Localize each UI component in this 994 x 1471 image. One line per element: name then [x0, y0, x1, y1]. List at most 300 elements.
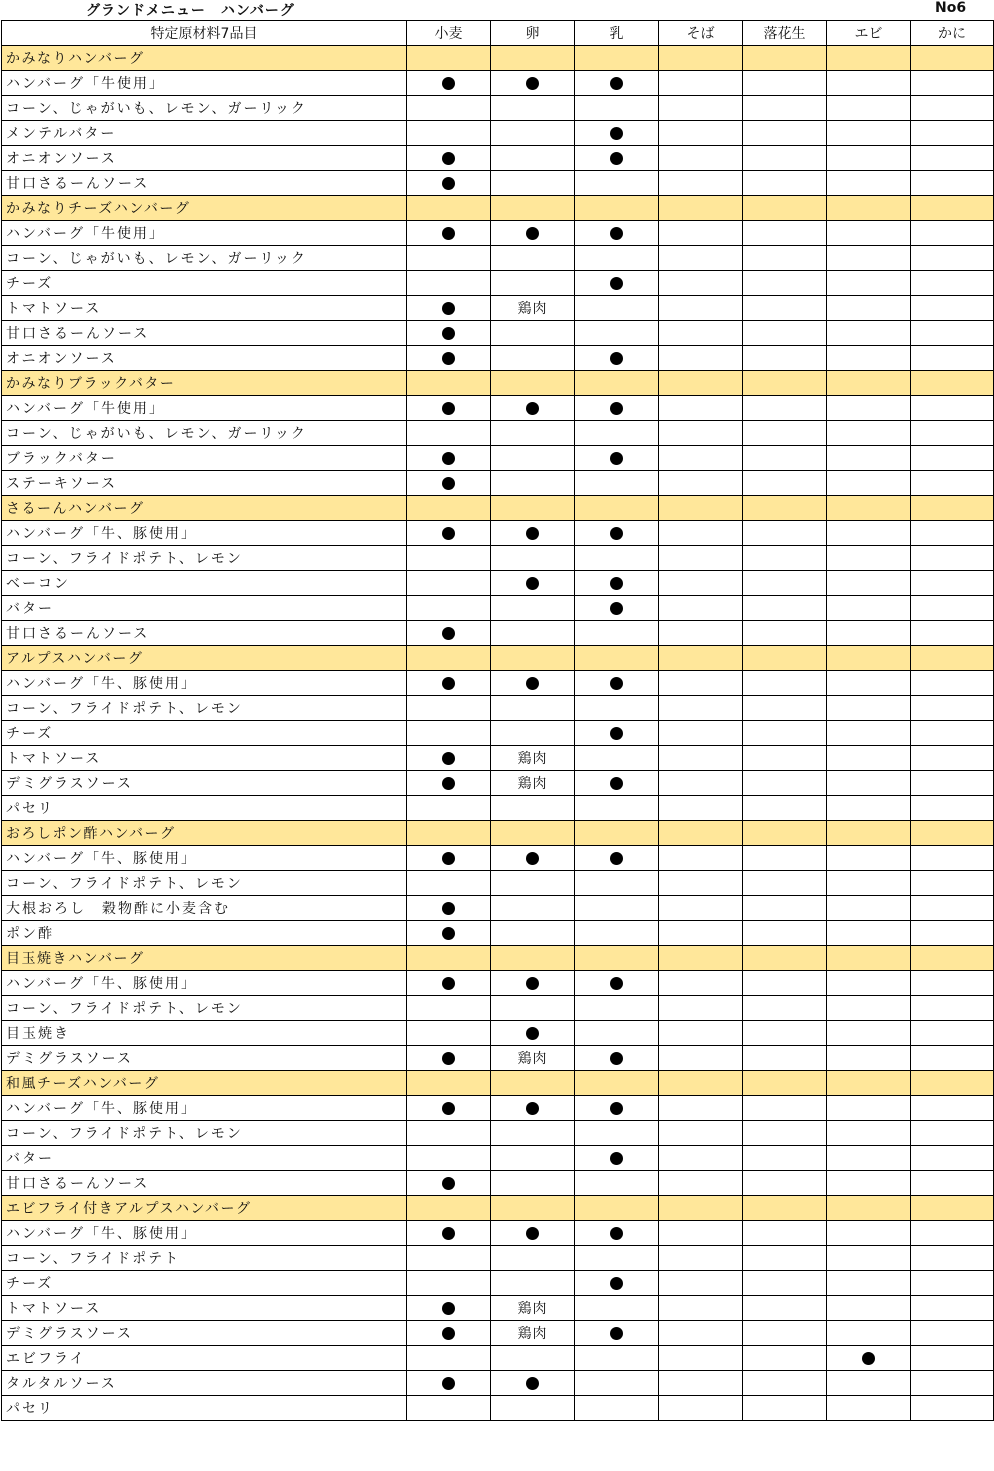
allergen-cell-egg: [491, 971, 575, 996]
allergen-cell-wheat: [407, 1321, 491, 1346]
allergen-cell-crab: [911, 46, 994, 71]
allergen-cell-peanut: [743, 471, 827, 496]
allergen-cell-milk: [575, 796, 659, 821]
contains-mark-icon: [610, 127, 623, 140]
allergen-cell-buckwheat: [659, 1346, 743, 1371]
allergen-cell-egg: [491, 921, 575, 946]
ingredient-name: ハンバーグ「牛使用」: [2, 396, 407, 421]
ingredient-row: [2, 1221, 994, 1246]
ingredient-row: [2, 1146, 994, 1171]
allergen-cell-milk: [575, 971, 659, 996]
ingredient-row: [2, 296, 994, 321]
allergen-cell-crab: [911, 571, 994, 596]
allergen-cell-shrimp: [827, 1221, 911, 1246]
allergen-cell-milk: [575, 1346, 659, 1371]
allergen-cell-wheat: [407, 521, 491, 546]
ingredient-row: [2, 921, 994, 946]
ingredient-row: [2, 546, 994, 571]
allergen-cell-buckwheat: [659, 596, 743, 621]
allergen-cell-wheat: [407, 446, 491, 471]
allergen-cell-egg: [491, 271, 575, 296]
contains-mark-icon: [442, 1227, 455, 1240]
allergen-cell-shrimp: [827, 646, 911, 671]
allergen-cell-egg: [491, 221, 575, 246]
allergen-cell-egg: [491, 71, 575, 96]
ingredient-name: ハンバーグ「牛、豚使用」: [2, 671, 407, 696]
allergen-cell-egg: [491, 171, 575, 196]
allergen-cell-peanut: [743, 1196, 827, 1221]
allergen-cell-egg: [491, 1146, 575, 1171]
allergen-cell-shrimp: [827, 796, 911, 821]
allergen-cell-buckwheat: [659, 1396, 743, 1421]
allergen-cell-buckwheat: [659, 1371, 743, 1396]
allergen-cell-shrimp: [827, 96, 911, 121]
allergen-cell-wheat: [407, 1246, 491, 1271]
contains-mark-icon: [610, 852, 623, 865]
allergen-cell-shrimp: [827, 771, 911, 796]
ingredient-name: トマトソース: [2, 746, 407, 771]
ingredient-name: 大根おろし 穀物酢に小麦含む: [2, 896, 407, 921]
allergen-cell-buckwheat: [659, 1196, 743, 1221]
ingredient-row: [2, 996, 994, 1021]
allergen-cell-egg: [491, 546, 575, 571]
allergen-cell-wheat: [407, 621, 491, 646]
allergen-cell-crab: [911, 546, 994, 571]
contains-mark-icon: [610, 527, 623, 540]
ingredient-row: [2, 271, 994, 296]
ingredient-row: [2, 1096, 994, 1121]
menu-category-row: [2, 821, 994, 846]
allergen-cell-peanut: [743, 1096, 827, 1121]
allergen-cell-shrimp: [827, 346, 911, 371]
allergen-cell-crab: [911, 796, 994, 821]
allergen-cell-crab: [911, 1271, 994, 1296]
allergen-cell-peanut: [743, 146, 827, 171]
ingredient-name: トマトソース: [2, 1296, 407, 1321]
allergen-cell-crab: [911, 1196, 994, 1221]
ingredient-row: [2, 471, 994, 496]
contains-mark-icon: [442, 852, 455, 865]
allergen-cell-shrimp: [827, 196, 911, 221]
allergen-cell-buckwheat: [659, 496, 743, 521]
allergen-cell-egg: [491, 471, 575, 496]
allergen-cell-milk: [575, 771, 659, 796]
allergen-cell-egg: [491, 746, 575, 771]
contains-mark-icon: [526, 852, 539, 865]
allergen-cell-peanut: [743, 971, 827, 996]
contains-mark-icon: [526, 1027, 539, 1040]
allergen-cell-crab: [911, 1021, 994, 1046]
menu-category-row: [2, 1196, 994, 1221]
allergen-cell-crab: [911, 446, 994, 471]
allergen-cell-peanut: [743, 346, 827, 371]
allergen-cell-buckwheat: [659, 1171, 743, 1196]
allergen-cell-egg: [491, 1121, 575, 1146]
allergen-cell-shrimp: [827, 1271, 911, 1296]
allergen-cell-crab: [911, 871, 994, 896]
allergen-cell-peanut: [743, 846, 827, 871]
allergen-cell-peanut: [743, 696, 827, 721]
allergen-cell-shrimp: [827, 1171, 911, 1196]
allergen-cell-shrimp: [827, 421, 911, 446]
ingredient-row: [2, 121, 994, 146]
contains-mark-icon: [442, 302, 455, 315]
allergen-cell-wheat: [407, 171, 491, 196]
ingredient-row: [2, 96, 994, 121]
allergen-cell-wheat: [407, 546, 491, 571]
allergen-cell-shrimp: [827, 371, 911, 396]
allergen-cell-egg: [491, 1371, 575, 1396]
allergen-cell-milk: [575, 1121, 659, 1146]
ingredient-row: [2, 1371, 994, 1396]
contains-mark-icon: [442, 352, 455, 365]
allergen-cell-egg: [491, 96, 575, 121]
allergen-cell-crab: [911, 296, 994, 321]
allergen-cell-shrimp: [827, 571, 911, 596]
ingredient-name: ハンバーグ「牛、豚使用」: [2, 521, 407, 546]
allergen-cell-shrimp: [827, 121, 911, 146]
allergen-cell-milk: [575, 596, 659, 621]
allergen-cell-peanut: [743, 771, 827, 796]
ingredient-row: [2, 171, 994, 196]
allergen-cell-buckwheat: [659, 671, 743, 696]
allergen-cell-crab: [911, 1096, 994, 1121]
ingredient-name: ハンバーグ「牛、豚使用」: [2, 971, 407, 996]
allergen-cell-crab: [911, 821, 994, 846]
allergen-cell-buckwheat: [659, 321, 743, 346]
allergen-cell-wheat: [407, 1221, 491, 1246]
allergen-cell-shrimp: [827, 146, 911, 171]
allergen-cell-buckwheat: [659, 746, 743, 771]
contains-mark-icon: [610, 402, 623, 415]
allergen-table: [1, 20, 994, 1421]
ingredient-name: 目玉焼き: [2, 1021, 407, 1046]
allergen-cell-buckwheat: [659, 421, 743, 446]
allergen-cell-buckwheat: [659, 371, 743, 396]
allergen-cell-buckwheat: [659, 1046, 743, 1071]
allergen-cell-milk: [575, 1296, 659, 1321]
allergen-cell-crab: [911, 1371, 994, 1396]
allergen-cell-crab: [911, 921, 994, 946]
allergen-cell-wheat: [407, 71, 491, 96]
allergen-cell-crab: [911, 1221, 994, 1246]
allergen-cell-shrimp: [827, 1371, 911, 1396]
column-header-allergen-list: 特定原材料7品目: [2, 21, 407, 46]
allergen-cell-buckwheat: [659, 996, 743, 1021]
allergen-cell-milk: [575, 1171, 659, 1196]
allergen-cell-wheat: [407, 321, 491, 346]
allergen-cell-crab: [911, 271, 994, 296]
allergen-cell-peanut: [743, 421, 827, 446]
allergen-cell-milk: [575, 371, 659, 396]
allergen-cell-peanut: [743, 1371, 827, 1396]
ingredient-row: [2, 796, 994, 821]
contains-mark-icon: [442, 1177, 455, 1190]
allergen-cell-egg: [491, 521, 575, 546]
allergen-cell-shrimp: [827, 746, 911, 771]
allergen-cell-buckwheat: [659, 821, 743, 846]
allergen-cell-egg: [491, 496, 575, 521]
allergen-cell-peanut: [743, 1271, 827, 1296]
ingredient-name: パセリ: [2, 796, 407, 821]
allergen-cell-shrimp: [827, 396, 911, 421]
allergen-cell-wheat: [407, 971, 491, 996]
allergen-cell-buckwheat: [659, 1021, 743, 1046]
contains-mark-icon: [526, 977, 539, 990]
menu-category-row: [2, 371, 994, 396]
allergen-cell-shrimp: [827, 46, 911, 71]
allergen-cell-milk: [575, 171, 659, 196]
ingredient-name: ブラックバター: [2, 446, 407, 471]
allergen-cell-peanut: [743, 1221, 827, 1246]
ingredient-name: コーン、じゃがいも、レモン、ガーリック: [2, 246, 407, 271]
allergen-cell-milk: [575, 71, 659, 96]
contains-mark-icon: [526, 527, 539, 540]
allergen-cell-milk: [575, 921, 659, 946]
allergen-cell-shrimp: [827, 821, 911, 846]
allergen-cell-egg: [491, 396, 575, 421]
contains-mark-icon: [442, 402, 455, 415]
contains-mark-icon: [610, 727, 623, 740]
allergen-cell-egg: [491, 771, 575, 796]
allergen-note: 鶏肉: [517, 1301, 548, 1317]
contains-mark-icon: [610, 352, 623, 365]
allergen-cell-wheat: [407, 346, 491, 371]
column-header-milk: 乳: [575, 21, 659, 46]
allergen-cell-egg: [491, 696, 575, 721]
allergen-cell-wheat: [407, 921, 491, 946]
allergen-cell-shrimp: [827, 1246, 911, 1271]
allergen-cell-shrimp: [827, 1121, 911, 1146]
allergen-cell-crab: [911, 996, 994, 1021]
allergen-cell-shrimp: [827, 946, 911, 971]
contains-mark-icon: [442, 677, 455, 690]
allergen-cell-peanut: [743, 46, 827, 71]
allergen-cell-milk: [575, 646, 659, 671]
allergen-cell-egg: [491, 121, 575, 146]
allergen-cell-crab: [911, 1146, 994, 1171]
contains-mark-icon: [442, 1327, 455, 1340]
ingredient-name: タルタルソース: [2, 1371, 407, 1396]
allergen-cell-buckwheat: [659, 871, 743, 896]
ingredient-name: 甘口さるーんソース: [2, 1171, 407, 1196]
allergen-cell-egg: [491, 146, 575, 171]
allergen-cell-wheat: [407, 721, 491, 746]
allergen-cell-wheat: [407, 671, 491, 696]
allergen-cell-peanut: [743, 71, 827, 96]
allergen-cell-egg: [491, 896, 575, 921]
allergen-cell-shrimp: [827, 1396, 911, 1421]
column-header-wheat: 小麦: [407, 21, 491, 46]
allergen-cell-crab: [911, 596, 994, 621]
allergen-cell-shrimp: [827, 271, 911, 296]
allergen-cell-buckwheat: [659, 1096, 743, 1121]
allergen-cell-crab: [911, 1346, 994, 1371]
allergen-cell-peanut: [743, 1071, 827, 1096]
ingredient-row: [2, 871, 994, 896]
allergen-cell-egg: [491, 1246, 575, 1271]
document-title: グランドメニュー ハンバーグ: [86, 3, 295, 19]
allergen-cell-shrimp: [827, 321, 911, 346]
allergen-note: 鶏肉: [517, 751, 548, 767]
menu-category-row: [2, 46, 994, 71]
contains-mark-icon: [526, 1227, 539, 1240]
allergen-cell-shrimp: [827, 1021, 911, 1046]
ingredient-row: [2, 596, 994, 621]
allergen-cell-egg: [491, 1196, 575, 1221]
ingredient-row: [2, 1346, 994, 1371]
allergen-cell-egg: [491, 446, 575, 471]
contains-mark-icon: [442, 927, 455, 940]
allergen-cell-milk: [575, 871, 659, 896]
allergen-cell-egg: [491, 1396, 575, 1421]
contains-mark-icon: [610, 1102, 623, 1115]
allergen-cell-milk: [575, 571, 659, 596]
allergen-cell-wheat: [407, 996, 491, 1021]
allergen-cell-milk: [575, 1021, 659, 1046]
allergen-cell-shrimp: [827, 1296, 911, 1321]
allergen-cell-milk: [575, 1371, 659, 1396]
ingredient-name: バター: [2, 596, 407, 621]
allergen-cell-peanut: [743, 721, 827, 746]
allergen-cell-buckwheat: [659, 771, 743, 796]
contains-mark-icon: [442, 77, 455, 90]
ingredient-row: [2, 396, 994, 421]
contains-mark-icon: [526, 677, 539, 690]
allergen-cell-shrimp: [827, 221, 911, 246]
allergen-cell-buckwheat: [659, 696, 743, 721]
allergen-cell-buckwheat: [659, 921, 743, 946]
ingredient-row: [2, 1296, 994, 1321]
allergen-cell-egg: [491, 1321, 575, 1346]
allergen-cell-crab: [911, 246, 994, 271]
allergen-cell-milk: [575, 996, 659, 1021]
allergen-cell-milk: [575, 46, 659, 71]
allergen-cell-peanut: [743, 371, 827, 396]
contains-mark-icon: [442, 1052, 455, 1065]
allergen-cell-crab: [911, 196, 994, 221]
ingredient-row: [2, 446, 994, 471]
allergen-cell-shrimp: [827, 621, 911, 646]
allergen-cell-shrimp: [827, 446, 911, 471]
allergen-cell-wheat: [407, 796, 491, 821]
allergen-cell-milk: [575, 496, 659, 521]
contains-mark-icon: [442, 627, 455, 640]
allergen-cell-wheat: [407, 1021, 491, 1046]
allergen-cell-shrimp: [827, 671, 911, 696]
allergen-cell-crab: [911, 1296, 994, 1321]
allergen-cell-egg: [491, 1021, 575, 1046]
allergen-cell-milk: [575, 471, 659, 496]
ingredient-row: [2, 746, 994, 771]
allergen-cell-shrimp: [827, 846, 911, 871]
allergen-cell-peanut: [743, 871, 827, 896]
allergen-cell-egg: [491, 596, 575, 621]
allergen-cell-buckwheat: [659, 571, 743, 596]
allergen-cell-egg: [491, 321, 575, 346]
ingredient-name: ステーキソース: [2, 471, 407, 496]
allergen-cell-buckwheat: [659, 296, 743, 321]
allergen-cell-crab: [911, 471, 994, 496]
allergen-cell-crab: [911, 646, 994, 671]
contains-mark-icon: [610, 1277, 623, 1290]
allergen-cell-wheat: [407, 1196, 491, 1221]
allergen-cell-buckwheat: [659, 796, 743, 821]
allergen-cell-wheat: [407, 421, 491, 446]
allergen-cell-crab: [911, 1321, 994, 1346]
allergen-cell-peanut: [743, 396, 827, 421]
allergen-cell-peanut: [743, 196, 827, 221]
allergen-cell-buckwheat: [659, 446, 743, 471]
allergen-cell-crab: [911, 171, 994, 196]
allergen-cell-wheat: [407, 596, 491, 621]
contains-mark-icon: [526, 402, 539, 415]
allergen-cell-wheat: [407, 46, 491, 71]
allergen-cell-crab: [911, 221, 994, 246]
allergen-cell-crab: [911, 71, 994, 96]
allergen-cell-shrimp: [827, 896, 911, 921]
ingredient-name: デミグラスソース: [2, 1321, 407, 1346]
allergen-cell-buckwheat: [659, 146, 743, 171]
allergen-cell-buckwheat: [659, 246, 743, 271]
allergen-cell-wheat: [407, 1071, 491, 1096]
allergen-cell-wheat: [407, 121, 491, 146]
allergen-cell-milk: [575, 121, 659, 146]
allergen-cell-wheat: [407, 946, 491, 971]
allergen-cell-wheat: [407, 771, 491, 796]
allergen-cell-wheat: [407, 221, 491, 246]
contains-mark-icon: [610, 227, 623, 240]
contains-mark-icon: [610, 1227, 623, 1240]
allergen-cell-peanut: [743, 271, 827, 296]
allergen-cell-wheat: [407, 746, 491, 771]
ingredient-row: [2, 1021, 994, 1046]
allergen-cell-wheat: [407, 471, 491, 496]
allergen-cell-peanut: [743, 96, 827, 121]
allergen-cell-buckwheat: [659, 896, 743, 921]
ingredient-name: ハンバーグ「牛、豚使用」: [2, 1221, 407, 1246]
allergen-cell-shrimp: [827, 1071, 911, 1096]
ingredient-name: コーン、じゃがいも、レモン、ガーリック: [2, 96, 407, 121]
table-body: [2, 46, 994, 1421]
menu-category-name: エビフライ付きアルプスハンバーグ: [2, 1196, 407, 1221]
page-number: No6: [935, 0, 967, 16]
ingredient-row: [2, 696, 994, 721]
contains-mark-icon: [442, 477, 455, 490]
contains-mark-icon: [610, 152, 623, 165]
column-header-buckwheat: そば: [659, 21, 743, 46]
allergen-cell-peanut: [743, 546, 827, 571]
allergen-cell-egg: [491, 1096, 575, 1121]
ingredient-row: [2, 621, 994, 646]
allergen-cell-buckwheat: [659, 396, 743, 421]
ingredient-name: バター: [2, 1146, 407, 1171]
allergen-cell-crab: [911, 1396, 994, 1421]
allergen-cell-egg: [491, 621, 575, 646]
allergen-cell-wheat: [407, 196, 491, 221]
ingredient-row: [2, 221, 994, 246]
allergen-cell-crab: [911, 371, 994, 396]
contains-mark-icon: [442, 902, 455, 915]
ingredient-row: [2, 321, 994, 346]
contains-mark-icon: [442, 227, 455, 240]
allergen-cell-buckwheat: [659, 546, 743, 571]
allergen-cell-peanut: [743, 996, 827, 1021]
contains-mark-icon: [442, 977, 455, 990]
allergen-cell-buckwheat: [659, 121, 743, 146]
allergen-cell-crab: [911, 746, 994, 771]
allergen-cell-wheat: [407, 1346, 491, 1371]
